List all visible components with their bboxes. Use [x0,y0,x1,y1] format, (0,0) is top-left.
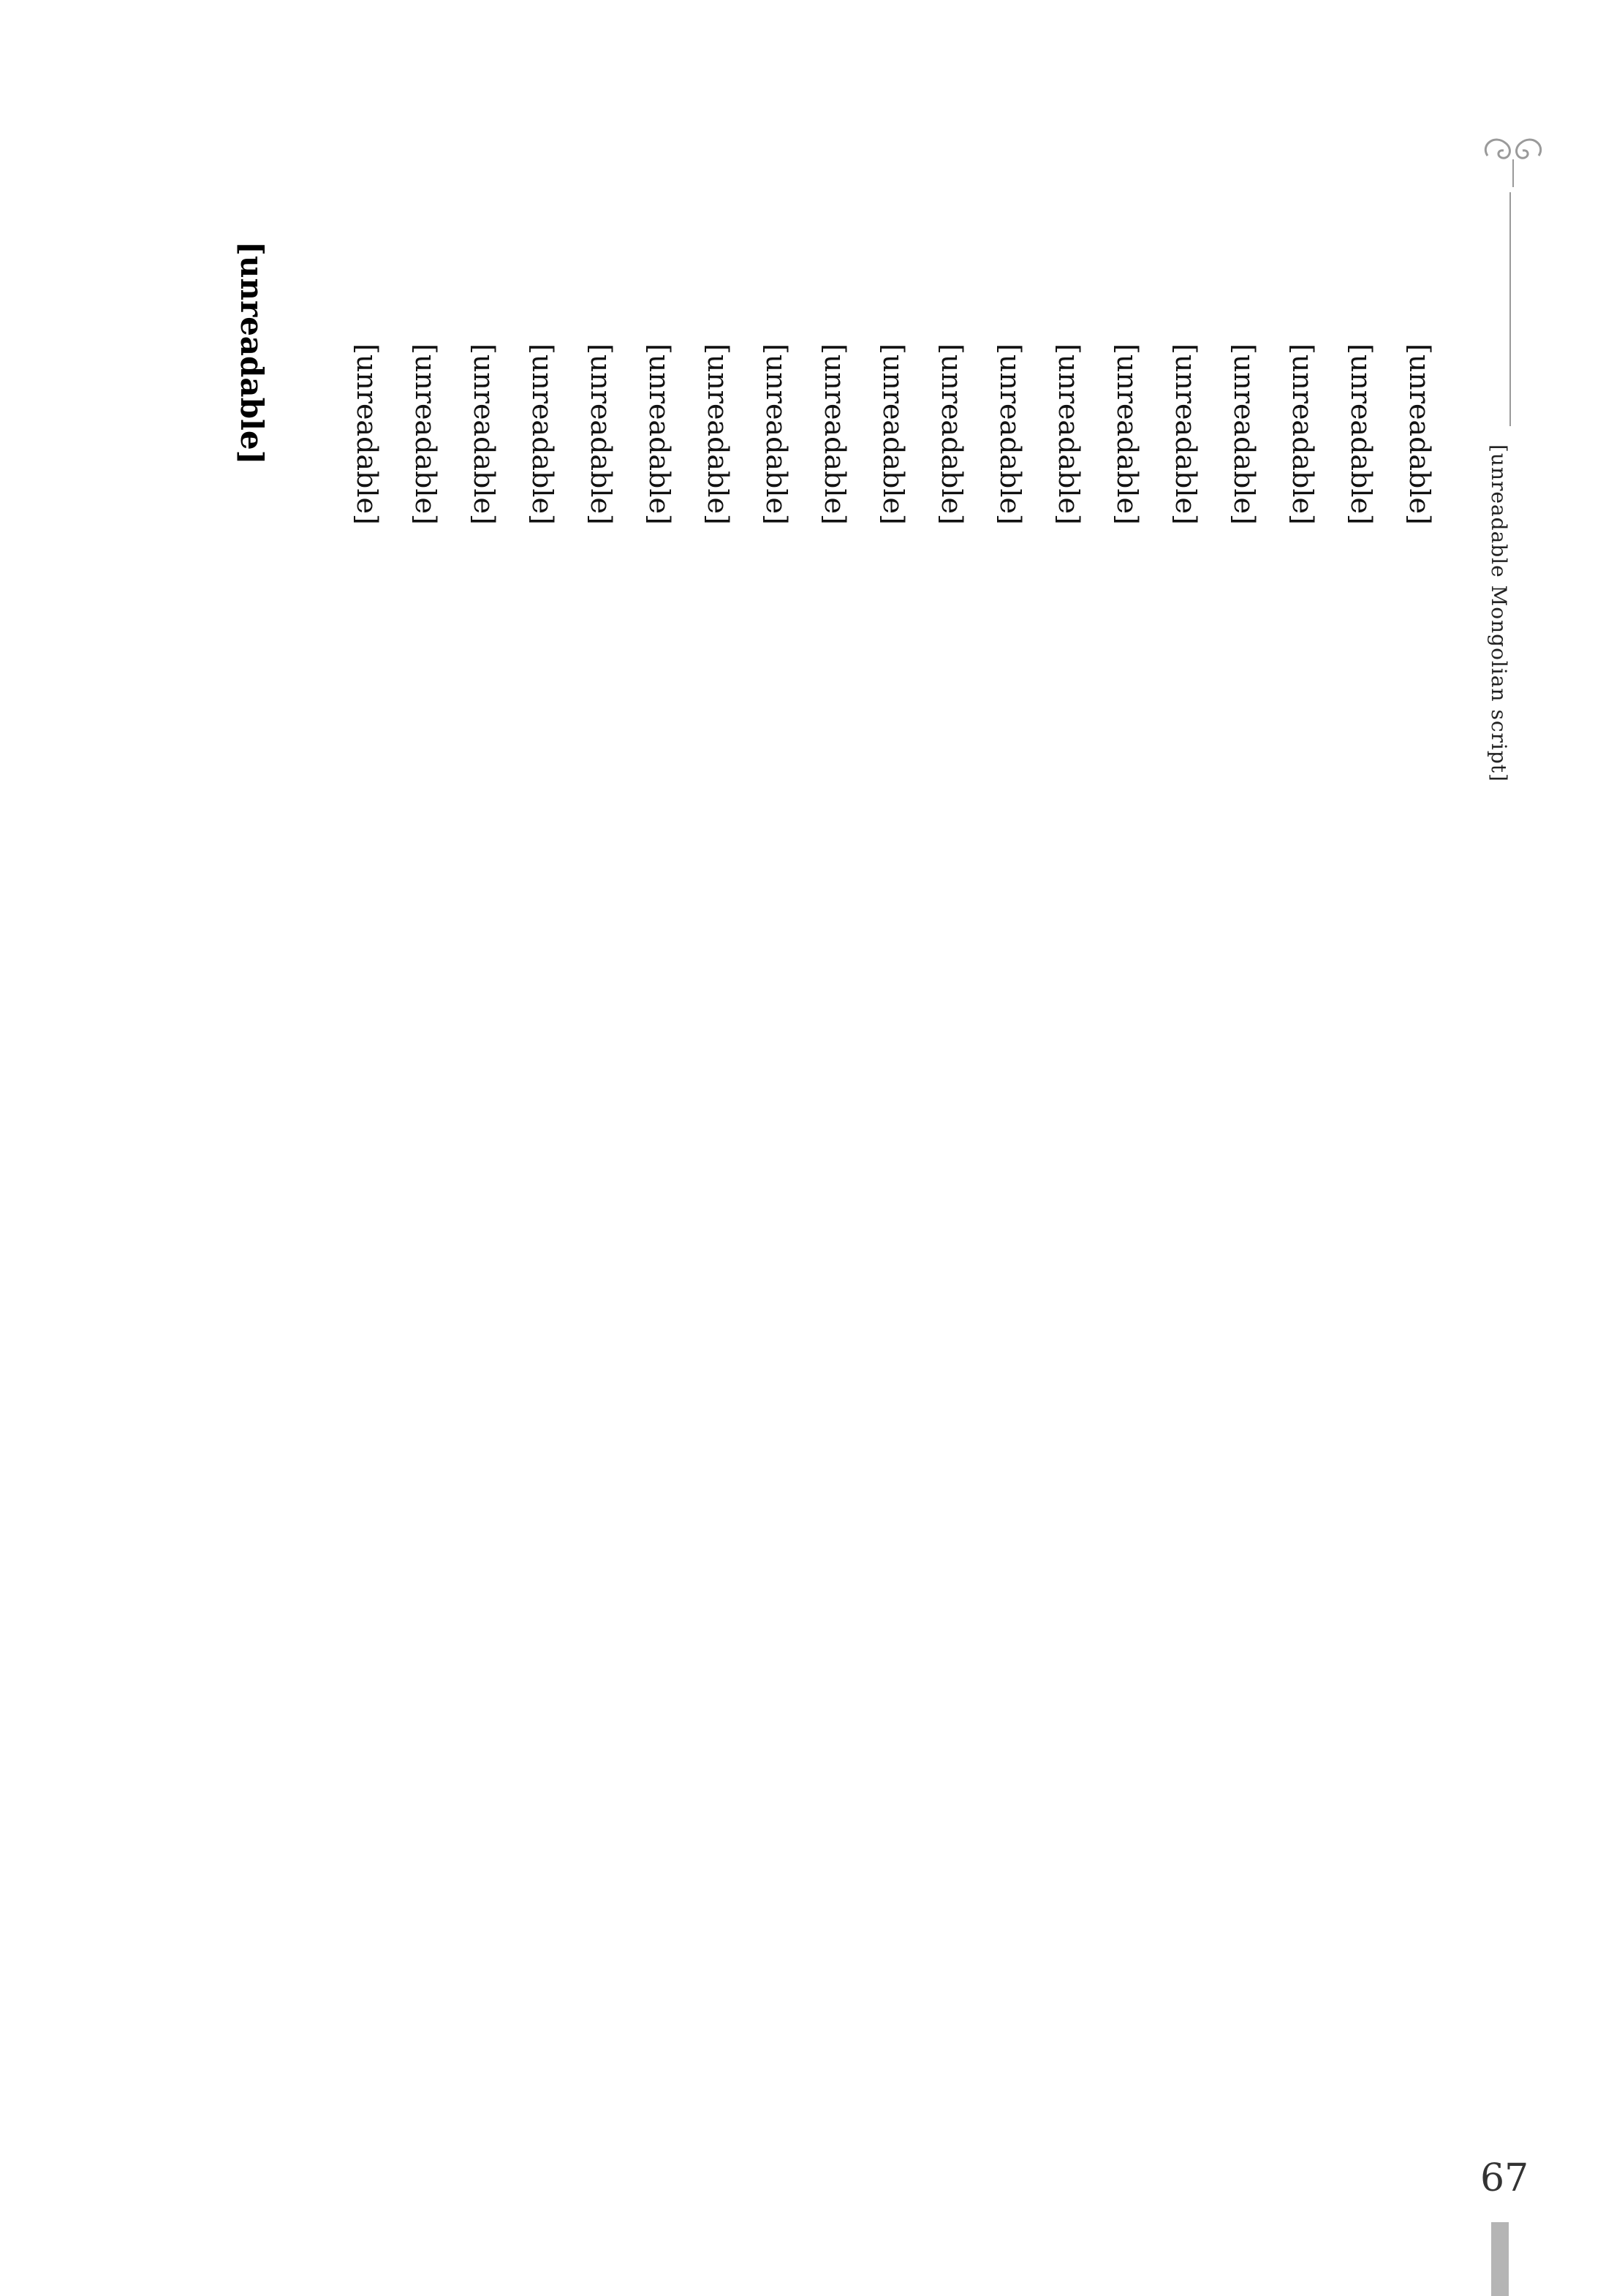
running-header [1473,123,1553,1249]
text-line: [unreadable] [1345,344,1377,525]
text-line: [unreadable] [1170,344,1202,525]
text-line: [unreadable] [877,344,909,525]
section-heading: [unreadable] [234,241,270,465]
text-line: [unreadable] [351,344,383,525]
text-line: [unreadable] [643,344,675,525]
text-line: [unreadable] [468,344,500,525]
running-title: [unreadable Mongolian script] [1487,444,1511,782]
text-line: [unreadable] [760,344,792,525]
text-line: [unreadable] [819,344,851,525]
text-line: [unreadable] [994,344,1026,525]
page-edge-bar [1491,2222,1509,2296]
text-line: [unreadable] [526,344,558,525]
decorative-scroll-ornament-icon [1473,123,1553,189]
header-rule-line [1509,192,1511,426]
text-line: [unreadable] [1111,344,1143,525]
text-line: [unreadable] [702,344,734,525]
text-line: [unreadable] [409,344,442,525]
text-line: [unreadable] [936,344,968,525]
text-line: [unreadable] [1053,344,1085,525]
text-line: [unreadable] [585,344,617,525]
text-line: [unreadable] [1228,344,1260,525]
page-number: 67 [1480,2156,1529,2200]
text-line: [unreadable] [1287,344,1319,525]
body-text-area [234,344,1436,2025]
text-line: [unreadable] [1403,344,1436,525]
